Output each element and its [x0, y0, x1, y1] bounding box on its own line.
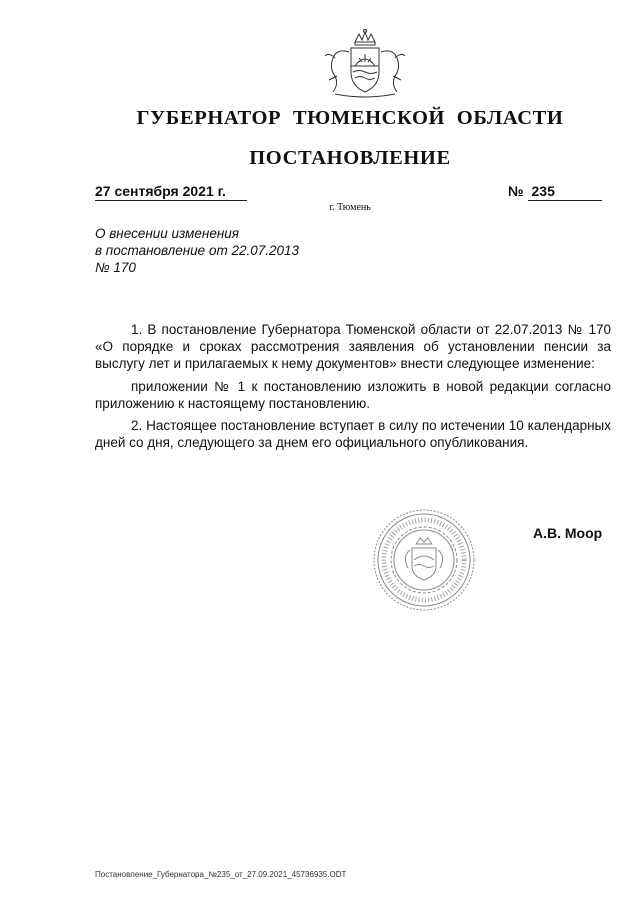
subject-line: О внесении изменения — [95, 226, 240, 241]
document-number — [508, 183, 602, 201]
document-date: 27 сентября 2021 г. — [95, 183, 247, 201]
signer-name: А.В. Моор — [533, 525, 603, 541]
subject-line: в постановление от 22.07.2013 — [95, 243, 300, 258]
document-authority: ГУБЕРНАТОР ТЮМЕНСКОЙ ОБЛАСТИ — [136, 107, 564, 129]
coat-of-arms-icon — [315, 28, 415, 100]
official-seal-icon — [372, 508, 476, 612]
body-paragraph: приложении № 1 к постановлению изложить в новой редакции согласно приложению к настоящему постановлению. — [95, 378, 611, 411]
document-type: ПОСТАНОВЛЕНИЕ — [249, 147, 451, 169]
body-paragraph: 2. Настоящее постановление вступает в силу по истечении 10 календарных дней со дня, следующего за днем его официального опубликования. — [95, 418, 611, 451]
number-value: 235 — [528, 183, 602, 201]
document-city: г. Тюмень — [329, 202, 371, 213]
document-body — [95, 321, 611, 456]
number-label: № — [508, 183, 524, 199]
document-subject — [95, 225, 355, 276]
body-paragraph: 1. В постановление Губернатора Тюменской области от 22.07.2013 № 170 «О порядке и сроках рассмотрения заявления об установлении пенсии за выслугу лет и прилагаемых к нему документов» внести следующее изменение: — [95, 322, 611, 372]
subject-line: № 170 — [95, 260, 136, 275]
file-footer: Постановление_Губернатора_№235_от_27.09.2021_45736935.ODT — [95, 870, 347, 879]
